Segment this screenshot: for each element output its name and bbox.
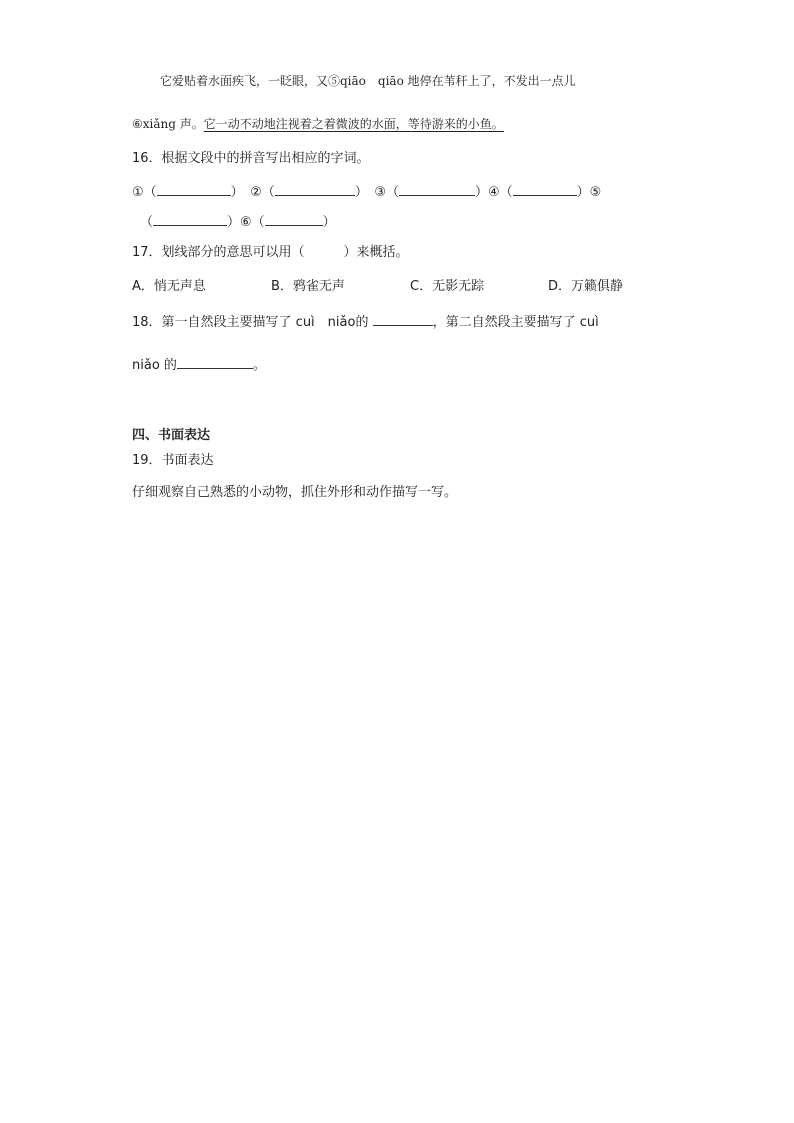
answer-blank-1[interactable]	[157, 182, 231, 196]
answer-blank-6[interactable]	[265, 212, 323, 226]
q19-title	[132, 452, 214, 470]
q17-title-text: 17．划线部分的意思可以用（ ）来概括。	[132, 245, 409, 260]
q16-blanks-row-1	[132, 182, 601, 202]
q18-text-4: 。	[252, 358, 266, 373]
q17-option-c[interactable]: C．无影无踪	[410, 279, 485, 294]
answer-blank-q18-1[interactable]	[373, 312, 433, 326]
passage-line-2-start: ⑥xiǎng 声。	[132, 117, 204, 131]
q16-marker-3: ） ③（	[354, 185, 399, 200]
q17-title	[132, 244, 409, 262]
q19-title-text: 19．书面表达	[132, 453, 214, 468]
passage-line-1	[160, 72, 576, 90]
q16-marker-8: ）	[322, 215, 336, 230]
answer-blank-4[interactable]	[513, 182, 577, 196]
passage-line-2	[132, 115, 504, 133]
q16-marker-5: ）⑤	[576, 185, 602, 200]
q18-text-1: 18．第一自然段主要描写了 cuì niǎo的	[132, 315, 373, 330]
q18-text-3: niǎo 的	[132, 358, 177, 373]
q16-marker-6: （	[140, 215, 154, 230]
section-4-heading	[132, 427, 210, 445]
q18-line-2	[132, 355, 266, 375]
underlined-sentence: 它一动不动地注视着之着微波的水面，等待游来的小鱼。	[203, 117, 504, 131]
answer-blank-3[interactable]	[399, 182, 475, 196]
q17-option-a[interactable]: A．悄无声息	[132, 279, 206, 294]
section-4-heading-text: 四、书面表达	[132, 428, 211, 443]
passage-line-1-text: 它爱贴着水面疾飞，一眨眼，又⑤qiāo qiāo 地停在苇秆上了，不发出一点儿	[160, 74, 576, 88]
q19-prompt-text: 仔细观察自己熟悉的小动物，抓住外形和动作描写一写。	[132, 485, 458, 500]
q16-marker-1: ①（	[132, 185, 157, 200]
q16-marker-7: ）⑥（	[227, 215, 265, 230]
q17-option-d[interactable]: D．万籁俱静	[548, 279, 624, 294]
q16-marker-4: ）④（	[474, 185, 513, 200]
q16-marker-2: ） ②（	[230, 185, 275, 200]
q16-title	[132, 150, 370, 168]
q19-prompt	[132, 484, 457, 502]
answer-blank-q18-2[interactable]	[177, 355, 253, 369]
answer-blank-2[interactable]	[275, 182, 355, 196]
q18-line-1	[132, 312, 599, 332]
q16-title-text: 16．根据文段中的拼音写出相应的字词。	[132, 151, 370, 166]
answer-blank-5[interactable]	[153, 212, 227, 226]
q17-option-b[interactable]: B．鸦雀无声	[271, 279, 345, 294]
q18-text-2: ，第二自然段主要描写了 cuì	[432, 315, 599, 330]
q16-blanks-row-2	[140, 212, 336, 232]
